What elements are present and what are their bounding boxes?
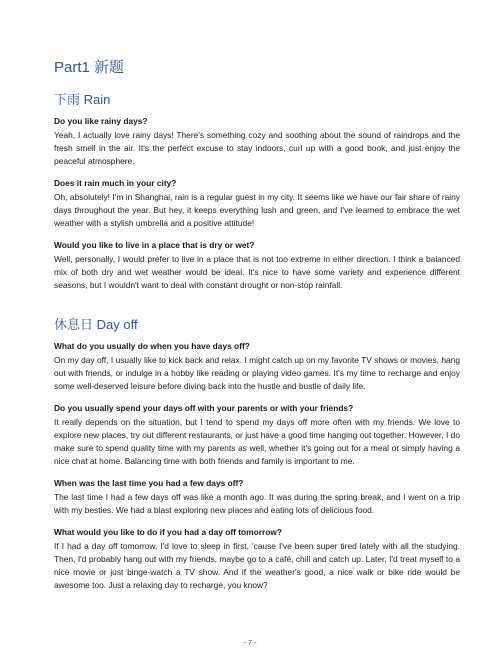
answer: Oh, absolutely! I'm in Shanghai, rain is a regular guest in my city. It seems like we have our fair share of rainy days throughout the year. But hey, it keeps everything lush and green, and I've learned to embrace the wet weather with a stylish umbrella and a positive attitude! <box>54 192 460 228</box>
question: Do you like rainy days? <box>54 116 148 126</box>
section-title-day-off: 休息日 Day off <box>54 317 138 332</box>
question: What would you like to do if you had a day off tomorrow? <box>54 527 282 537</box>
answer: If I had a day off tomorrow, I'd love to sleep in first, 'cause I've been super tired lately with all the studying. Then, I'd probably hang out with my friends, maybe go to a café, chill and catch up. Later, I'd treat myself to a nice movie or just binge-watch a TV show. And if the weather's good, a nice walk or bike ride would be awesome too. Just a relaxing day to recharge, you know? <box>54 541 460 590</box>
qa-item <box>54 341 460 393</box>
answer: Well, personally, I would prefer to live in a place that is not too extreme in either direction. I think a balanced mix of both dry and wet weather would be ideal. It's nice to have some variety and experience different seasons, but I wouldn't want to deal with constant drought or non-stop rainfall. <box>54 254 460 290</box>
answer: Yeah, I actually love rainy days! There's something cozy and soothing about the sound of raindrops and the fresh smell in the air. It's the perfect excuse to stay indoors, curl up with a good book, and just enjoy the peaceful atmosphere. <box>54 130 460 166</box>
page-content <box>54 56 460 602</box>
answer: The last time I had a few days off was like a month ago. It was during the spring break, and I went on a trip with my besties. We had a blast exploring new places and eating lots of delicious food. <box>54 492 460 515</box>
section-title-rain: 下雨 Rain <box>54 92 111 107</box>
qa-item <box>54 403 460 468</box>
question: What do you usually do when you have days off? <box>54 341 250 351</box>
qa-item <box>54 240 460 292</box>
answer: On my day off, I usually like to kick back and relax. I might catch up on my favorite TV shows or movies, hang out with friends, or indulge in a hobby like reading or playing video games. It's my time to recharge and enjoy some well-deserved leisure before diving back into the hustle and bustle of daily life. <box>54 355 460 391</box>
question: Does it rain much in your city? <box>54 178 177 188</box>
part-title: Part1 新题 <box>54 59 125 76</box>
question: Would you like to live in a place that is dry or wet? <box>54 240 255 250</box>
qa-item <box>54 116 460 168</box>
page-number: - 7 - <box>243 638 257 647</box>
qa-item <box>54 527 460 592</box>
qa-item <box>54 178 460 230</box>
answer: It really depends on the situation, but I tend to spend my days off more often with my friends. We love to explore new places, try out different restaurants, or just have a good time hanging out together. However, I do make sure to spend quality time with my parents as well, whether it's going out for a meal or simply having a nice chat at home. Balancing time with both friends and family is important to me. <box>54 417 460 466</box>
question: Do you usually spend your days off with your parents or with your friends? <box>54 403 354 413</box>
question: When was the last time you had a few days off? <box>54 478 244 488</box>
qa-item <box>54 478 460 517</box>
